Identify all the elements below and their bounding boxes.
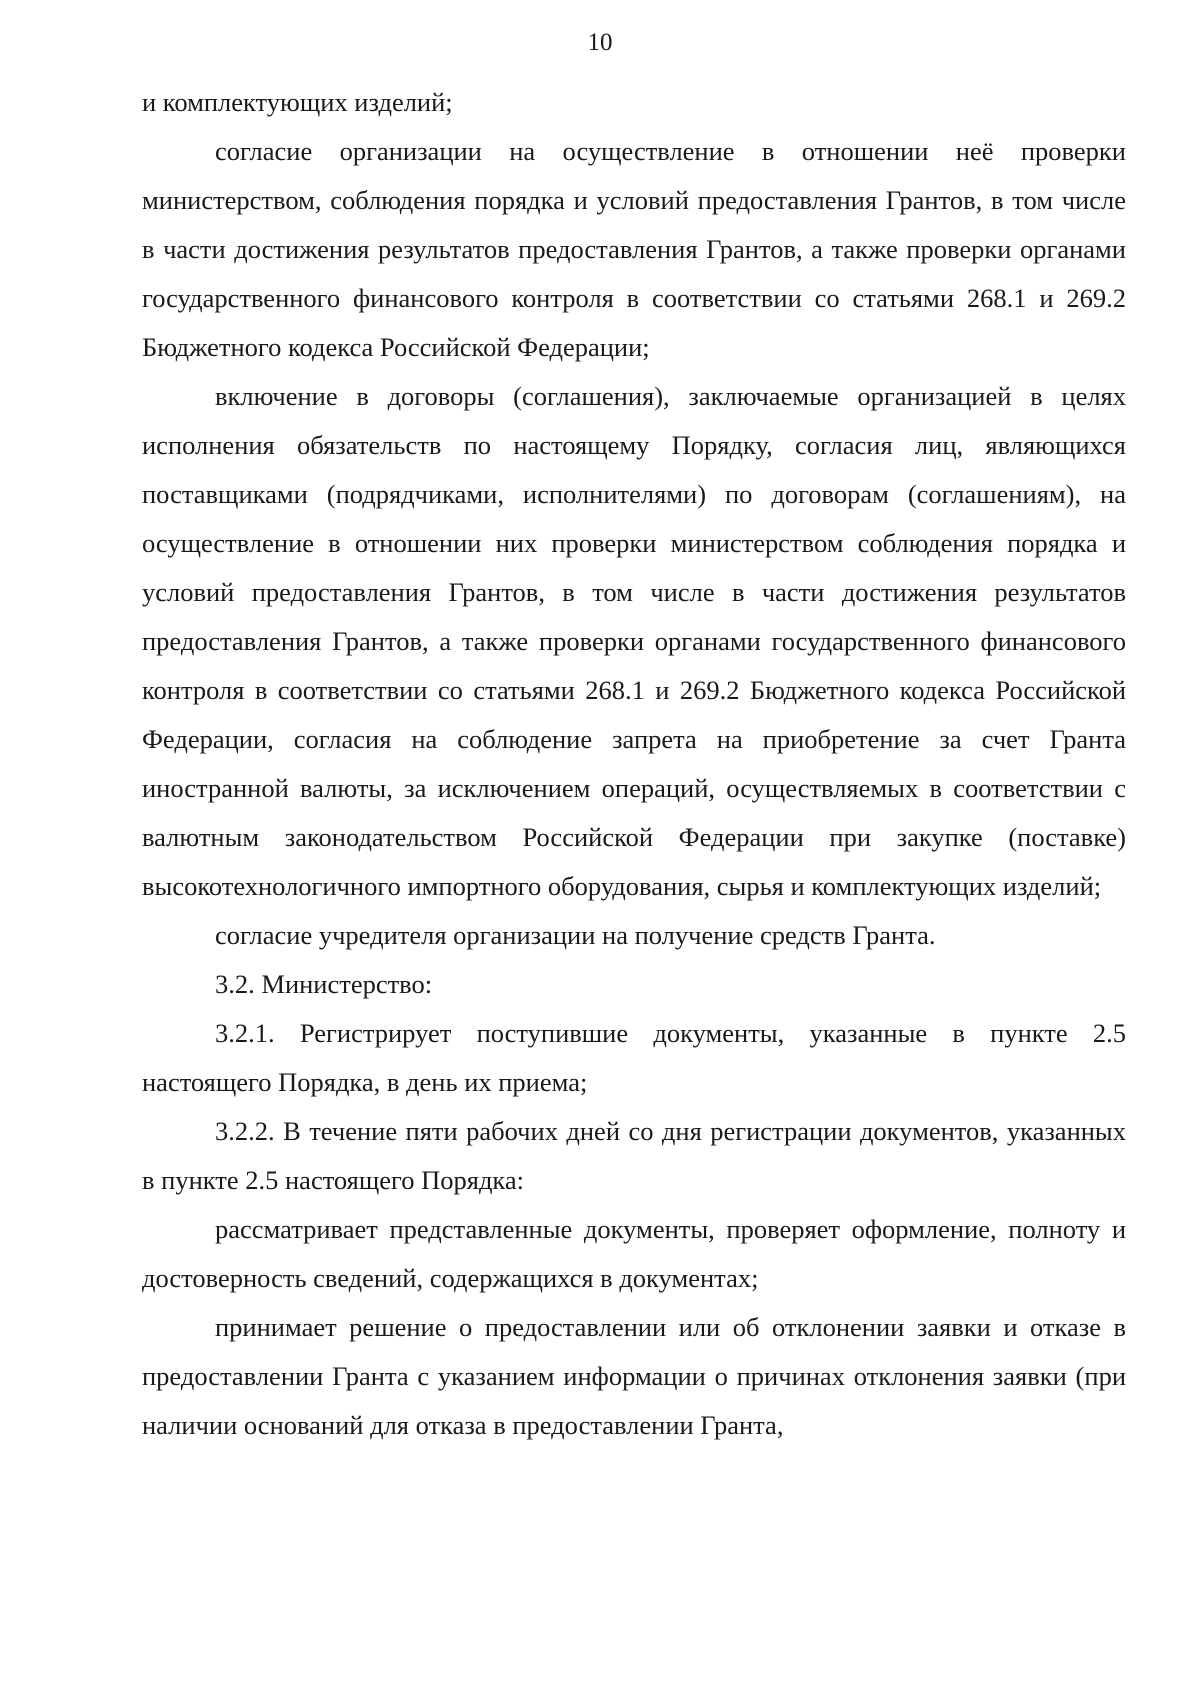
paragraph-3-2-2: 3.2.2. В течение пяти рабочих дней со дня регистрации документов, указанных в пункте 2.5 настоящего Порядка: [142, 1116, 1126, 1195]
page-number: 10 [587, 29, 613, 56]
paragraph-contracts-inclusion: включение в договоры (соглашения), заключаемые организацией в целях исполнения обязательств по настоящему Порядку, согласия лиц, являющихся поставщиками (подрядчиками, исполнителями) по договорам (соглашениям), на осуществление в отношении них проверки министерством соблюдения порядка и условий предоставления Грантов, в том числе в части достижения результатов предоставления Грантов, а также проверки органами государственного финансового контроля в соответствии со статьями 268.1 и 269.2 Бюджетного кодекса Российской Федерации, согласия на соблюдение запрета на приобретение за счет Гранта иностранной валюты, за исключением операций, осуществляемых в соответствии с валютным законодательством Российской Федерации при закупке (поставке) высокотехнологичного импортного оборудования, сырья и комплектующих изделий; [142, 381, 1126, 901]
paragraph-reviews-documents: рассматривает представленные документы, проверяет оформление, полноту и достоверность сведений, содержащихся в документах; [142, 1214, 1126, 1293]
paragraph-consent-organization: согласие организации на осуществление в отношении неё проверки министерством, соблюдения порядка и условий предоставления Грантов, в том числе в части достижения результатов предоставления Грантов, а также проверки органами государственного финансового контроля в соответствии со статьями 268.1 и 269.2 Бюджетного кодекса Российской Федерации; [142, 136, 1126, 362]
paragraph-3-2-1: 3.2.1. Регистрирует поступившие документы, указанные в пункте 2.5 настоящего Порядка, в день их приема; [142, 1018, 1126, 1097]
document-body [142, 78, 1126, 1450]
paragraph-continuation: и комплектующих изделий; [142, 87, 453, 117]
section-heading-ministry: 3.2. Министерство: [215, 969, 433, 999]
paragraph-makes-decision: принимает решение о предоставлении или об отклонении заявки и отказе в предоставлении Гранта с указанием информации о причинах отклонения заявки (при наличии оснований для отказа в предоставлении Гранта, [142, 1312, 1126, 1440]
paragraph-consent-founder: согласие учредителя организации на получение средств Гранта. [215, 920, 936, 950]
